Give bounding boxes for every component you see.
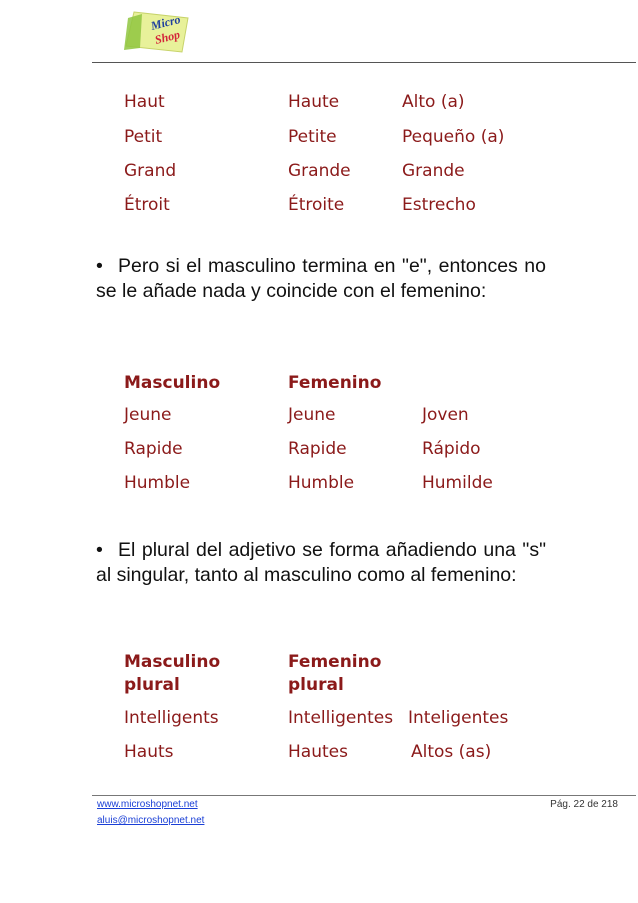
svg-text:Micro: Micro	[149, 12, 182, 33]
cell-feminine: Intelligentes	[288, 708, 394, 728]
cell-feminine: Haute	[288, 92, 340, 112]
cell-masculine: Intelligents	[124, 708, 219, 728]
header-feminine-plural: Femenino plural	[288, 652, 382, 695]
cell-spanish: Alto (a)	[402, 92, 465, 112]
cell-masculine: Grand	[124, 161, 177, 181]
cell-feminine: Jeune	[288, 405, 336, 425]
cell-masculine: Étroit	[124, 195, 170, 215]
website-link[interactable]: www.microshopnet.net	[97, 799, 198, 810]
table-header-row	[0, 651, 638, 697]
paragraph-text: Pero si el masculino termina en "e", entonces no se le añade nada y coincide con el femenino:	[96, 255, 546, 302]
table-row	[0, 195, 638, 223]
page-number: Pág. 22 de 218	[550, 799, 618, 810]
cell-masculine: Hauts	[124, 742, 174, 762]
cell-spanish: Rápido	[422, 439, 481, 459]
svg-text:Shop: Shop	[153, 27, 182, 47]
table-row	[0, 439, 638, 467]
table-row	[0, 92, 638, 120]
cell-feminine: Rapide	[288, 439, 347, 459]
cell-spanish: Grande	[402, 161, 465, 181]
table-row	[0, 742, 638, 770]
table-header-row	[0, 373, 638, 401]
bullet-icon: •	[96, 255, 103, 277]
cell-spanish: Joven	[422, 405, 469, 425]
cell-spanish: Pequeño (a)	[402, 127, 505, 147]
cell-feminine: Humble	[288, 473, 355, 493]
cell-spanish: Inteligentes	[408, 708, 509, 728]
table-row	[0, 405, 638, 433]
paragraph-text: El plural del adjetivo se forma añadiendo una "s" al singular, tanto al masculino como al femenino:	[96, 539, 546, 586]
table-row	[0, 708, 638, 736]
cell-feminine: Étroite	[288, 195, 345, 215]
header-feminine: Femenino	[288, 373, 382, 393]
table-row	[0, 161, 638, 189]
micro-shop-logo	[112, 8, 194, 56]
cell-masculine: Haut	[124, 92, 165, 112]
cell-spanish: Altos (as)	[411, 742, 492, 762]
footer-rule	[92, 795, 636, 796]
header-masculine-plural: Masculino plural	[124, 652, 221, 695]
table-row	[0, 473, 638, 501]
cell-spanish: Humilde	[422, 473, 493, 493]
cell-spanish: Estrecho	[402, 195, 476, 215]
paragraph-feminine-e	[96, 254, 546, 304]
header-masculine: Masculino	[124, 373, 221, 393]
paragraph-plural	[96, 538, 546, 588]
table-row	[0, 127, 638, 155]
bullet-icon: •	[96, 539, 103, 561]
email-link[interactable]: aluis@microshopnet.net	[97, 815, 205, 826]
cell-feminine: Hautes	[288, 742, 348, 762]
cell-masculine: Rapide	[124, 439, 183, 459]
cell-masculine: Petit	[124, 127, 163, 147]
header-rule	[92, 62, 636, 63]
cell-feminine: Petite	[288, 127, 337, 147]
cell-feminine: Grande	[288, 161, 351, 181]
cell-masculine: Jeune	[124, 405, 172, 425]
cell-masculine: Humble	[124, 473, 191, 493]
